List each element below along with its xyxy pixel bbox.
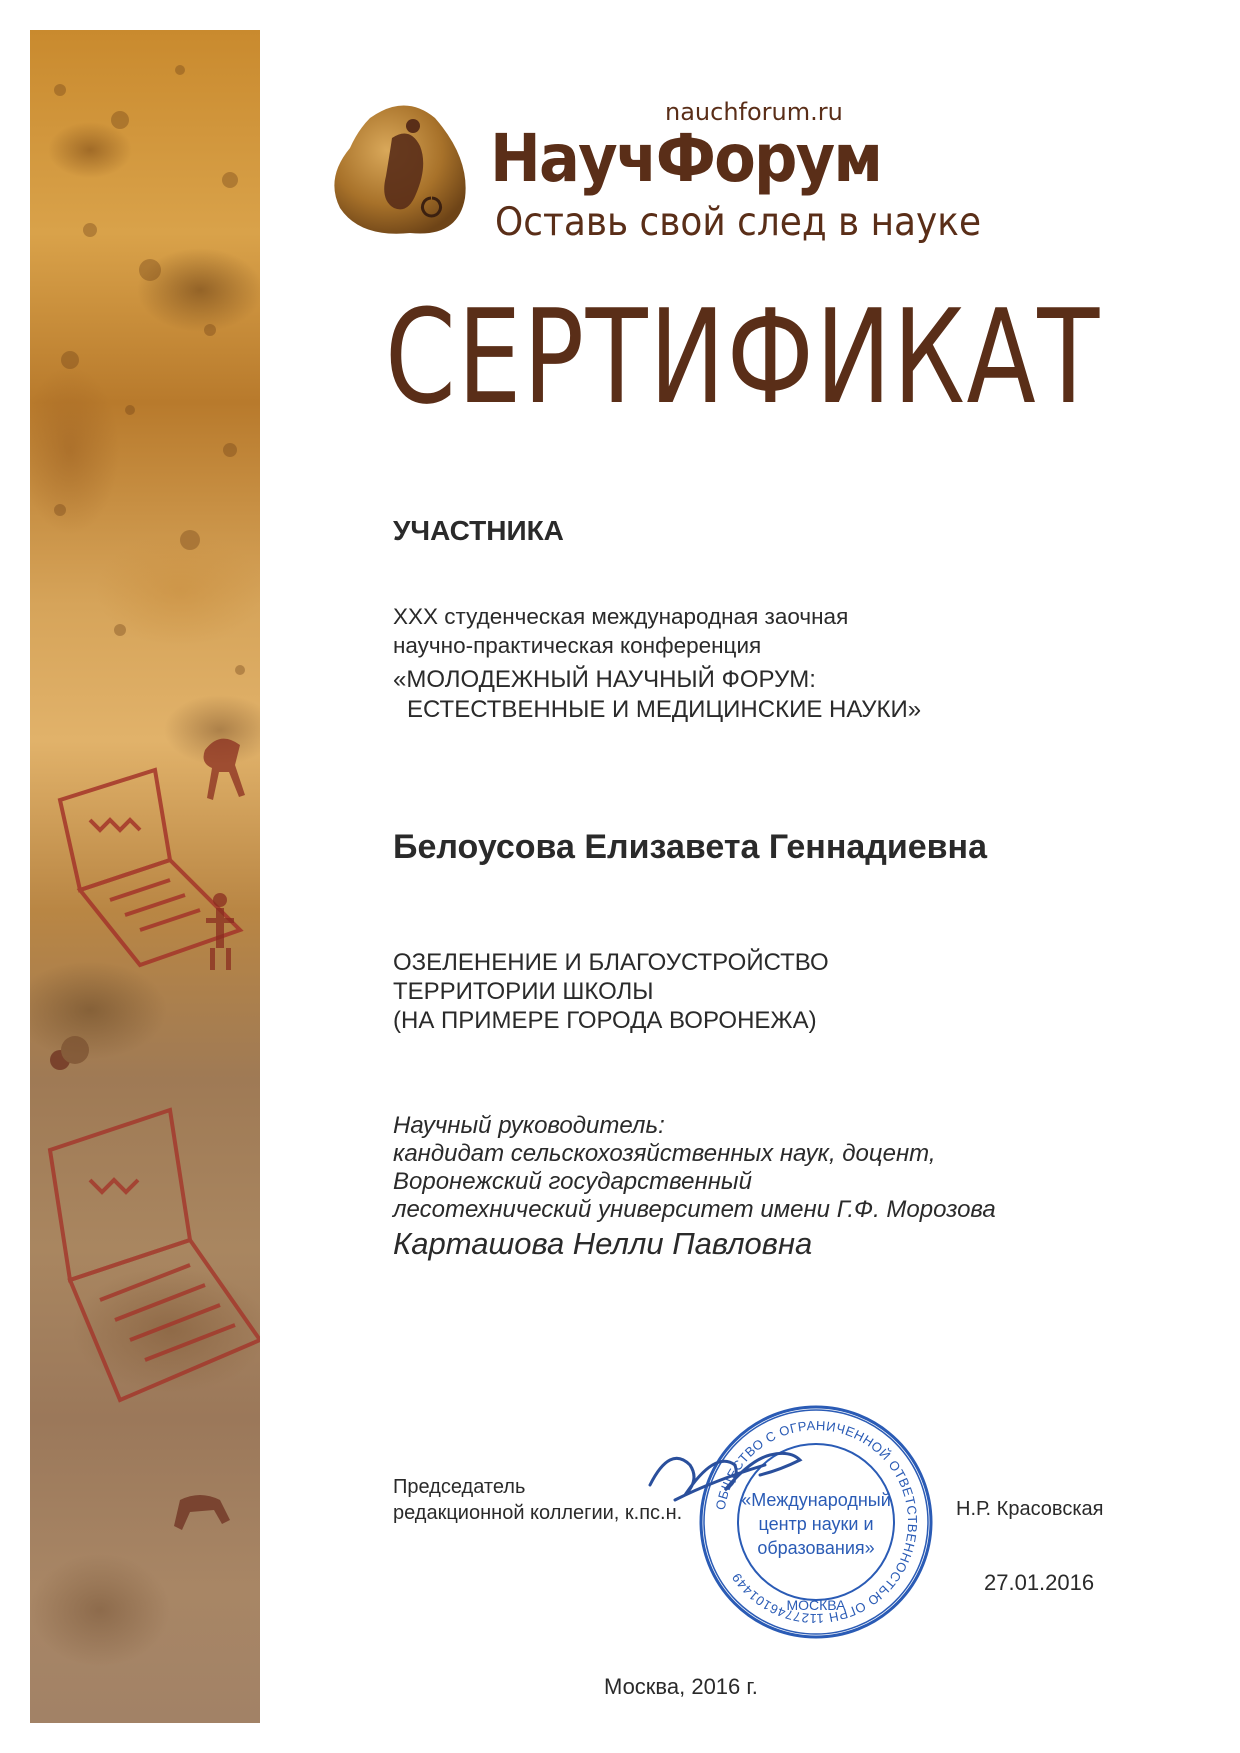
conference-description xyxy=(393,602,848,660)
paper-topic xyxy=(393,948,829,1035)
topic-line: (НА ПРИМЕРЕ ГОРОДА ВОРОНЕЖА) xyxy=(393,1007,817,1034)
conference-line: научно-практическая конференция xyxy=(393,633,762,658)
stamp-city: МОСКВА xyxy=(786,1597,846,1613)
certificate-title: СЕРТИФИКАТ xyxy=(385,281,1101,433)
chair-name: Н.Р. Красовская xyxy=(956,1498,1104,1520)
advisor-line: Воронежский государственный xyxy=(393,1168,752,1195)
conference-name-line: «МОЛОДЕЖНЫЙ НАУЧНЫЙ ФОРУМ: xyxy=(393,666,816,693)
advisor-name: Карташова Нелли Павловна xyxy=(393,1226,813,1261)
decorative-side-band xyxy=(30,30,260,1723)
topic-line: ТЕРРИТОРИИ ШКОЛЫ xyxy=(393,978,654,1005)
rock-art-texture xyxy=(30,30,260,1723)
chair-line: редакционной коллегии, к.пс.н. xyxy=(393,1502,683,1524)
footprint-emblem-icon xyxy=(330,98,480,248)
laptop-petroglyph-icon xyxy=(50,1110,260,1400)
chair-line: Председатель xyxy=(393,1476,526,1498)
chair-title xyxy=(393,1474,682,1526)
handwritten-signature xyxy=(640,1425,840,1515)
deer-petroglyph-icon xyxy=(204,739,245,800)
scientific-advisor xyxy=(393,1112,996,1224)
issue-date: 27.01.2016 xyxy=(984,1570,1095,1595)
brand-name: НаучФорум xyxy=(490,120,882,197)
conference-name xyxy=(393,665,921,725)
site-url: nauchforum.ru xyxy=(665,98,843,126)
brand-slogan: Оставь свой след в науке xyxy=(495,200,982,245)
recipient-name: Белоусова Елизавета Геннадиевна xyxy=(393,828,988,866)
advisor-line: кандидат сельскохозяйственных наук, доцент, xyxy=(393,1140,936,1167)
advisor-line: Научный руководитель: xyxy=(393,1112,665,1139)
nauchforum-logo xyxy=(330,98,980,258)
stamp-center-line: «Международный xyxy=(741,1490,891,1510)
stamp-center-line: центр науки и xyxy=(758,1514,874,1534)
topic-line: ОЗЕЛЕНЕНИЕ И БЛАГОУСТРОЙСТВО xyxy=(393,949,829,976)
advisor-line: лесотехнический университет имени Г.Ф. Морозова xyxy=(393,1196,996,1223)
stamp-center-line: образования» xyxy=(757,1538,875,1558)
participant-label: УЧАСТНИКА xyxy=(393,515,564,546)
conference-name-line: ЕСТЕСТВЕННЫЕ И МЕДИЦИНСКИЕ НАУКИ» xyxy=(407,696,922,723)
stamp-ring-text: ОБЩЕСТВО С ОГРАНИЧЕННОЙ ОТВЕТСТВЕННОСТЬЮ ОГРН 1127746101449 xyxy=(712,1417,921,1627)
conference-line: XXX студенческая международная заочная xyxy=(393,604,849,629)
issue-place: Москва, 2016 г. xyxy=(604,1674,758,1699)
